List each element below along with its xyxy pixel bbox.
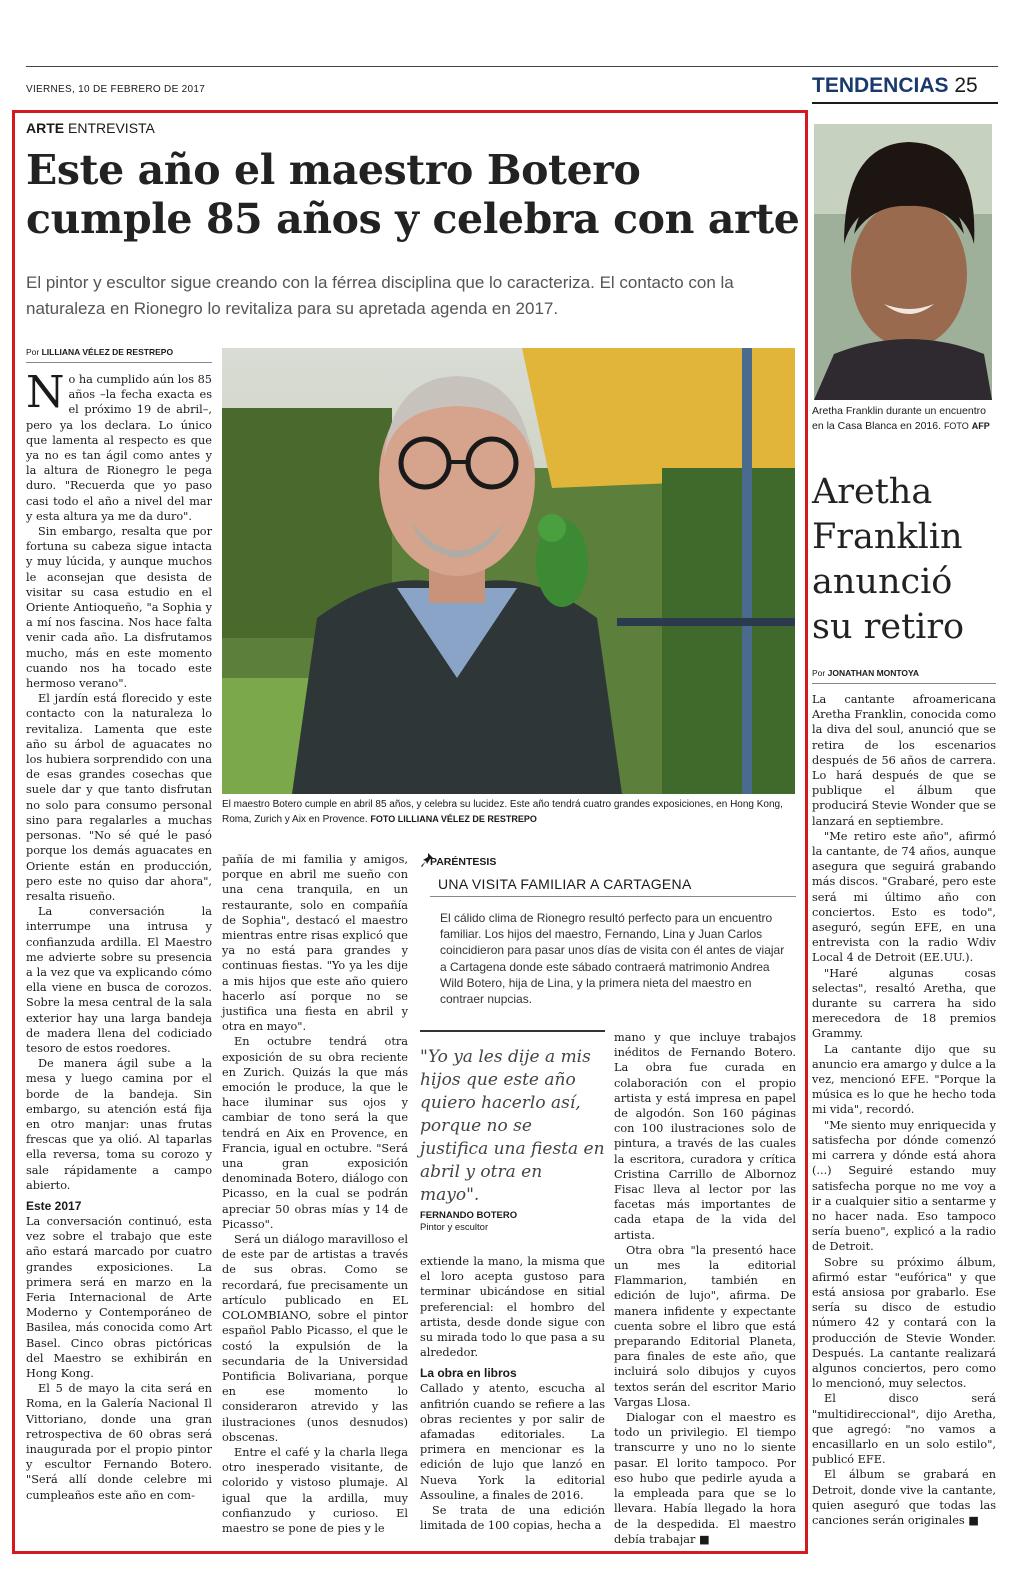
aretha-caption-text: Aretha Franklin durante un encuentro en la Casa Blanca en 2016. [812,405,986,432]
article-kicker [26,120,155,136]
paragraph: El álbum se grabará en Detroit, donde vive la cantante, quien aseguró que todas las canciones serán originales ■ [812,1468,996,1527]
quote-author: FERNANDO BOTERO [420,1210,518,1221]
paragraph: "Me siento muy enriquecida y satisfecha por dónde comenzó mi carrera y dónde está ahora (...) Seguiré estando muy satisfecha porque no me voy a ir a cualquier sitio a sentarme y no hacer nada. Eso tampoco sería bueno", explicó a la radio de Detroit. [812,1118,996,1254]
box-text: El cálido clima de Rionegro resultó perfecto para un encuentro familiar. Los hijos del maestro, Fernando, Lina y Juan Carlos coincidieron para pasar unos días de visita con él antes de viajar a Cartagena donde este sábado contraerá matrimonio Andrea Wild Botero, hija de Lina, y la primera nieta del maestro en contraer nupcias. [440,911,785,1007]
article-headline: Este año el maestro Botero cumple 85 años y celebra con arte [26,146,800,244]
kicker-type: ENTREVISTA [68,120,155,136]
section-label: TENDENCIAS [812,74,949,97]
box-label: PARÉNTESIS [430,856,497,868]
article-column-3 [420,1254,605,1533]
aretha-photo [814,124,992,400]
aretha-headline: Aretha Franklin anunció su retiro [812,472,965,647]
paragraph: Dialogar con el maestro es todo un privilegio. El tiempo transcurre y uno no lo siente pasar. El lorito tampoco. Por eso hubo que pedirle ayuda a la empleada para que se lo llevara. Había llegado la hora de la despedida. El maestro debía trabajar ■ [614,1411,796,1546]
paragraph: La cantante afroamericana Aretha Franklin, conocida como la diva del soul, anunció que se retira de los escenarios después de 56 años de carrera. Lo hará después de que se publique el álbum que producirá Stevie Wonder que se lanzará en septiembre. [812,693,996,828]
aretha-credit: AFP [971,421,990,431]
subhead: Este 2017 [26,1198,82,1213]
byline-rule [26,362,212,363]
paragraph: De manera ágil sube a la mesa y luego camina por el borde de la bandeja. Sin embargo, su atención está fija en otro manjar: unas frutas frescas que ya olió. Al taparlas ella reversa, toma su corozo y sale rápidamente a campo abierto. [26,1057,212,1192]
paragraph: La conversación la interrumpe una intrusa y confianzuda ardilla. El Maestro me advierte sobre su presencia a la vez que va explicando cómo ella viene en busca de corozos. Sobre la mesa central de la sala exterior hay una larga bandeja de madera llena del codiciado tesoro de estos roedores. [26,905,212,1055]
article-column-1 [26,367,212,1512]
paragraph: o ha cumplido aún los 85 años –la fecha exacta es el próximo 19 de abril–, pero ya los declara. Lo único que lamenta al respecto es que ya no es tan ágil como antes y la altura de Rionegro le pega duro. "Recuerda que yo paso casi todo el año a nivel del mar y esta altura ya me da duro". [26,373,212,523]
paragraph: Será un diálogo maravilloso el de este par de artistas a través de sus obras. Como se recordará, fue precisamente un artículo publicado en EL COLOMBIANO, sobre el pintor español Pablo Picasso, el que le costó la expulsión de la secundaria de la Universidad Pontificia Bolivariana, porque en ese momento lo consideraron atrevido y las ilustraciones (unos desnudos) obscenas. [222,1233,409,1444]
paragraph: mano y que incluye trabajos inéditos de Fernando Botero. La obra fue curada en colaboración con el propio artista y está impresa en papel de algodón. Son 160 páginas con 100 ilustraciones solo de pintura, a través de las cuales la escritora, curadora y crítica Cristina Carrillo de Albornoz Fisac lleva al lector por las facetas más importantes de cada etapa de la vida del artista. [614,1031,796,1242]
subhead: La obra en libros [420,1366,517,1381]
paragraph: Entre el café y la charla llega otro inesperado visitante, de colorido y vistoso plumaje. Al igual que la ardilla, muy confianzudo y curioso. El maestro se pone de pies y le [222,1445,408,1535]
article-column-2 [222,852,409,1535]
caption-text: El maestro Botero cumple en abril 85 años, y celebra su lucidez. Este año tendrá cuatro grandes exposiciones, en Hong Kong, Roma, Zurich y Aix en Provence. [222,799,783,825]
botero-photo [222,348,795,794]
paragraph: El jardín está florecido y este contacto con la naturaleza lo revitaliza. Lamenta que este año su árbol de aguacates no los hubiera sorprendido con una de esas grandes cosechas que suele dar y que tanto disfrutan no solo para consumo personal sino para regalarles a muchas personas. "No sé qué le pasó porque los demás aguacates en Oriente están en producción, pero este no quiso dar ahora", resalta risueño. [26,692,212,903]
byline-author: LILLIANA VÉLEZ DE RESTREPO [41,347,174,357]
paragraph: Se trata de una edición limitada de 100 copias, hecha a [420,1504,605,1533]
paragraph: La conversación continuó, esta vez sobre el trabajo que este año estará marcado por cuatro grandes exposiciones. La primera será en marzo en la Feria Internacional de Arte Moderno y Contemporáneo de Basilea, más conocida como Art Basel. Cinco obras pictóricas del Maestro se exhibirán en Hong Kong. [26,1214,212,1380]
paragraph: Otra obra "la presentó hace un mes la editorial Flammarion, también en edición de lujo", afirma. De manera infidente y expectante cuenta sobre el libro que está preparando Editorial Planeta, para finales de este año, que incluirá solo dibujos y cuyos textos serán del escritor Mario Vargas Llosa. [614,1243,796,1409]
paragraph: Callado y atento, escucha al anfitrión cuando se refiere a las obras recientes y por salir de afamadas editoriales. La primera en mencionar es la edición de lujo que lanzó en Nueva York la editorial Assouline, a finales de 2016. [420,1382,605,1502]
byline-prefix: Por [26,347,40,357]
pull-quote: "Yo ya les dije a mis hijos que este año quiero hacerlo así, porque no se justifica una fiesta en abril y otra en mayo". [420,1047,605,1205]
section-rule [812,102,998,104]
paragraph: "Haré algunas cosas selectas", resaltó Aretha, que durante su carrera ha sido merecedora de 18 premios Grammy. [812,966,996,1041]
paragraph: La cantante dijo que su anuncio era amargo y dulce a la vez, mencionó EFE. "Porque la música es lo que he hecho toda mi vida", recordó. [812,1042,996,1117]
paragraph: Sin embargo, resalta que por fortuna su cabeza sigue intacta y muy lúcida, y aunque muchos le aconsejan que desista de visitar su casa estudio en el Oriente Antioqueño, "a Sophia y a mí nos fascina. Nos hace falta venir cada año. La disfrutamos mucho, más en este momento cuando nos ha tocado este hermoso verano". [26,525,212,691]
header-rule [26,66,998,67]
aretha-credit-prefix: FOTO [943,421,969,431]
aretha-byline-rule [812,683,996,684]
photo-credit: FOTO LILLIANA VÉLEZ DE RESTREPO [370,814,537,824]
paragraph: "Me retiro este año", afirmó la cantante, de 74 años, aunque asegura que seguirá grabando más discos. "Grabaré, pero este será mi último año con conciertos. Esto es todo", aseguró, según EFE, en una entrevista con la radio Wdiv Local 4 de Detroit (EE.UU.). [812,829,996,965]
paragraph: extiende la mano, la misma que el loro acepta gustoso para terminar ubicándose en sitial preferencial: el hombro del artista, desde donde sigue con su mirada todo lo que pasa a su alrededor. [420,1255,605,1360]
article-dek: El pintor y escultor sigue creando con la férrea disciplina que lo caracteriza. El contacto con la naturaleza en Rionegro lo revitaliza para su apretada agenda en 2017. [26,273,734,318]
paragraph: En octubre tendrá otra exposición de su obra reciente en Zurich. Quizás la que más emoción le produce, la que le hace iluminar sus ojos y cambiar de tono será la que tendrá en Aix en Provence, en Francia, igual en octubre. "Será una gran exposición denominada Botero, diálogo con Picasso, en la cual se podrán apreciar 50 obras mías y 14 de Picasso". [222,1035,408,1231]
article-column-4 [614,1030,796,1546]
byline-author: JONATHAN MONTOYA [827,668,920,678]
section-name [812,74,978,98]
drop-cap: N [26,367,65,418]
paragraph: El disco será "multidireccional", dijo Aretha, que agregó: "no vamos a encasillarlo en un solo estilo", publicó EFE. [812,1392,996,1467]
aretha-article-body [812,692,996,1536]
quote-role: Pintor y escultor [420,1222,489,1233]
article-byline [26,347,173,357]
byline-prefix: Por [812,668,826,678]
quote-attribution [420,1210,517,1234]
paragraph: pañía de mi familia y amigos, porque en abril me sueño con una cena tranquila, en un restaurante, solo en compañía de Sophia", destacó el maestro mientras entre risas explicó que ya no está para grandes y continuas fiestas. "Yo ya les dije a mis hijos que este año quiero hacerlo así porque no se justifica una fiesta en abril y otra en mayo". [222,853,408,1034]
page-number: 25 [954,74,978,97]
quote-rule [420,1030,605,1032]
box-rule [430,896,796,897]
issue-date: VIERNES, 10 DE FEBRERO DE 2017 [26,84,206,95]
botero-photo-illustration [222,348,795,794]
paragraph: El 5 de mayo la cita será en Roma, en la Galería Nacional Il Vittoriano, donde una gran retrospectiva de 60 obras será inaugurada por el propio pintor y escultor Fernando Botero. "Será allí donde celebre mi cumpleaños este año en com- [26,1382,212,1502]
aretha-photo-illustration [814,124,992,400]
photo-caption [222,798,795,827]
aretha-byline [812,668,919,678]
box-title: UNA VISITA FAMILIAR A CARTAGENA [438,876,692,892]
kicker-topic: ARTE [26,120,65,136]
aretha-caption [812,404,996,434]
paragraph: Sobre su próximo álbum, afirmó estar "eufórica" y que está ansiosa por grabarlo. Ese sería su disco de estudio número 42 y contará con la producción de Stevie Wonder. Después. La cantante realizará algunos conciertos, pero como lo mencionó, muy selectos. [812,1255,996,1391]
